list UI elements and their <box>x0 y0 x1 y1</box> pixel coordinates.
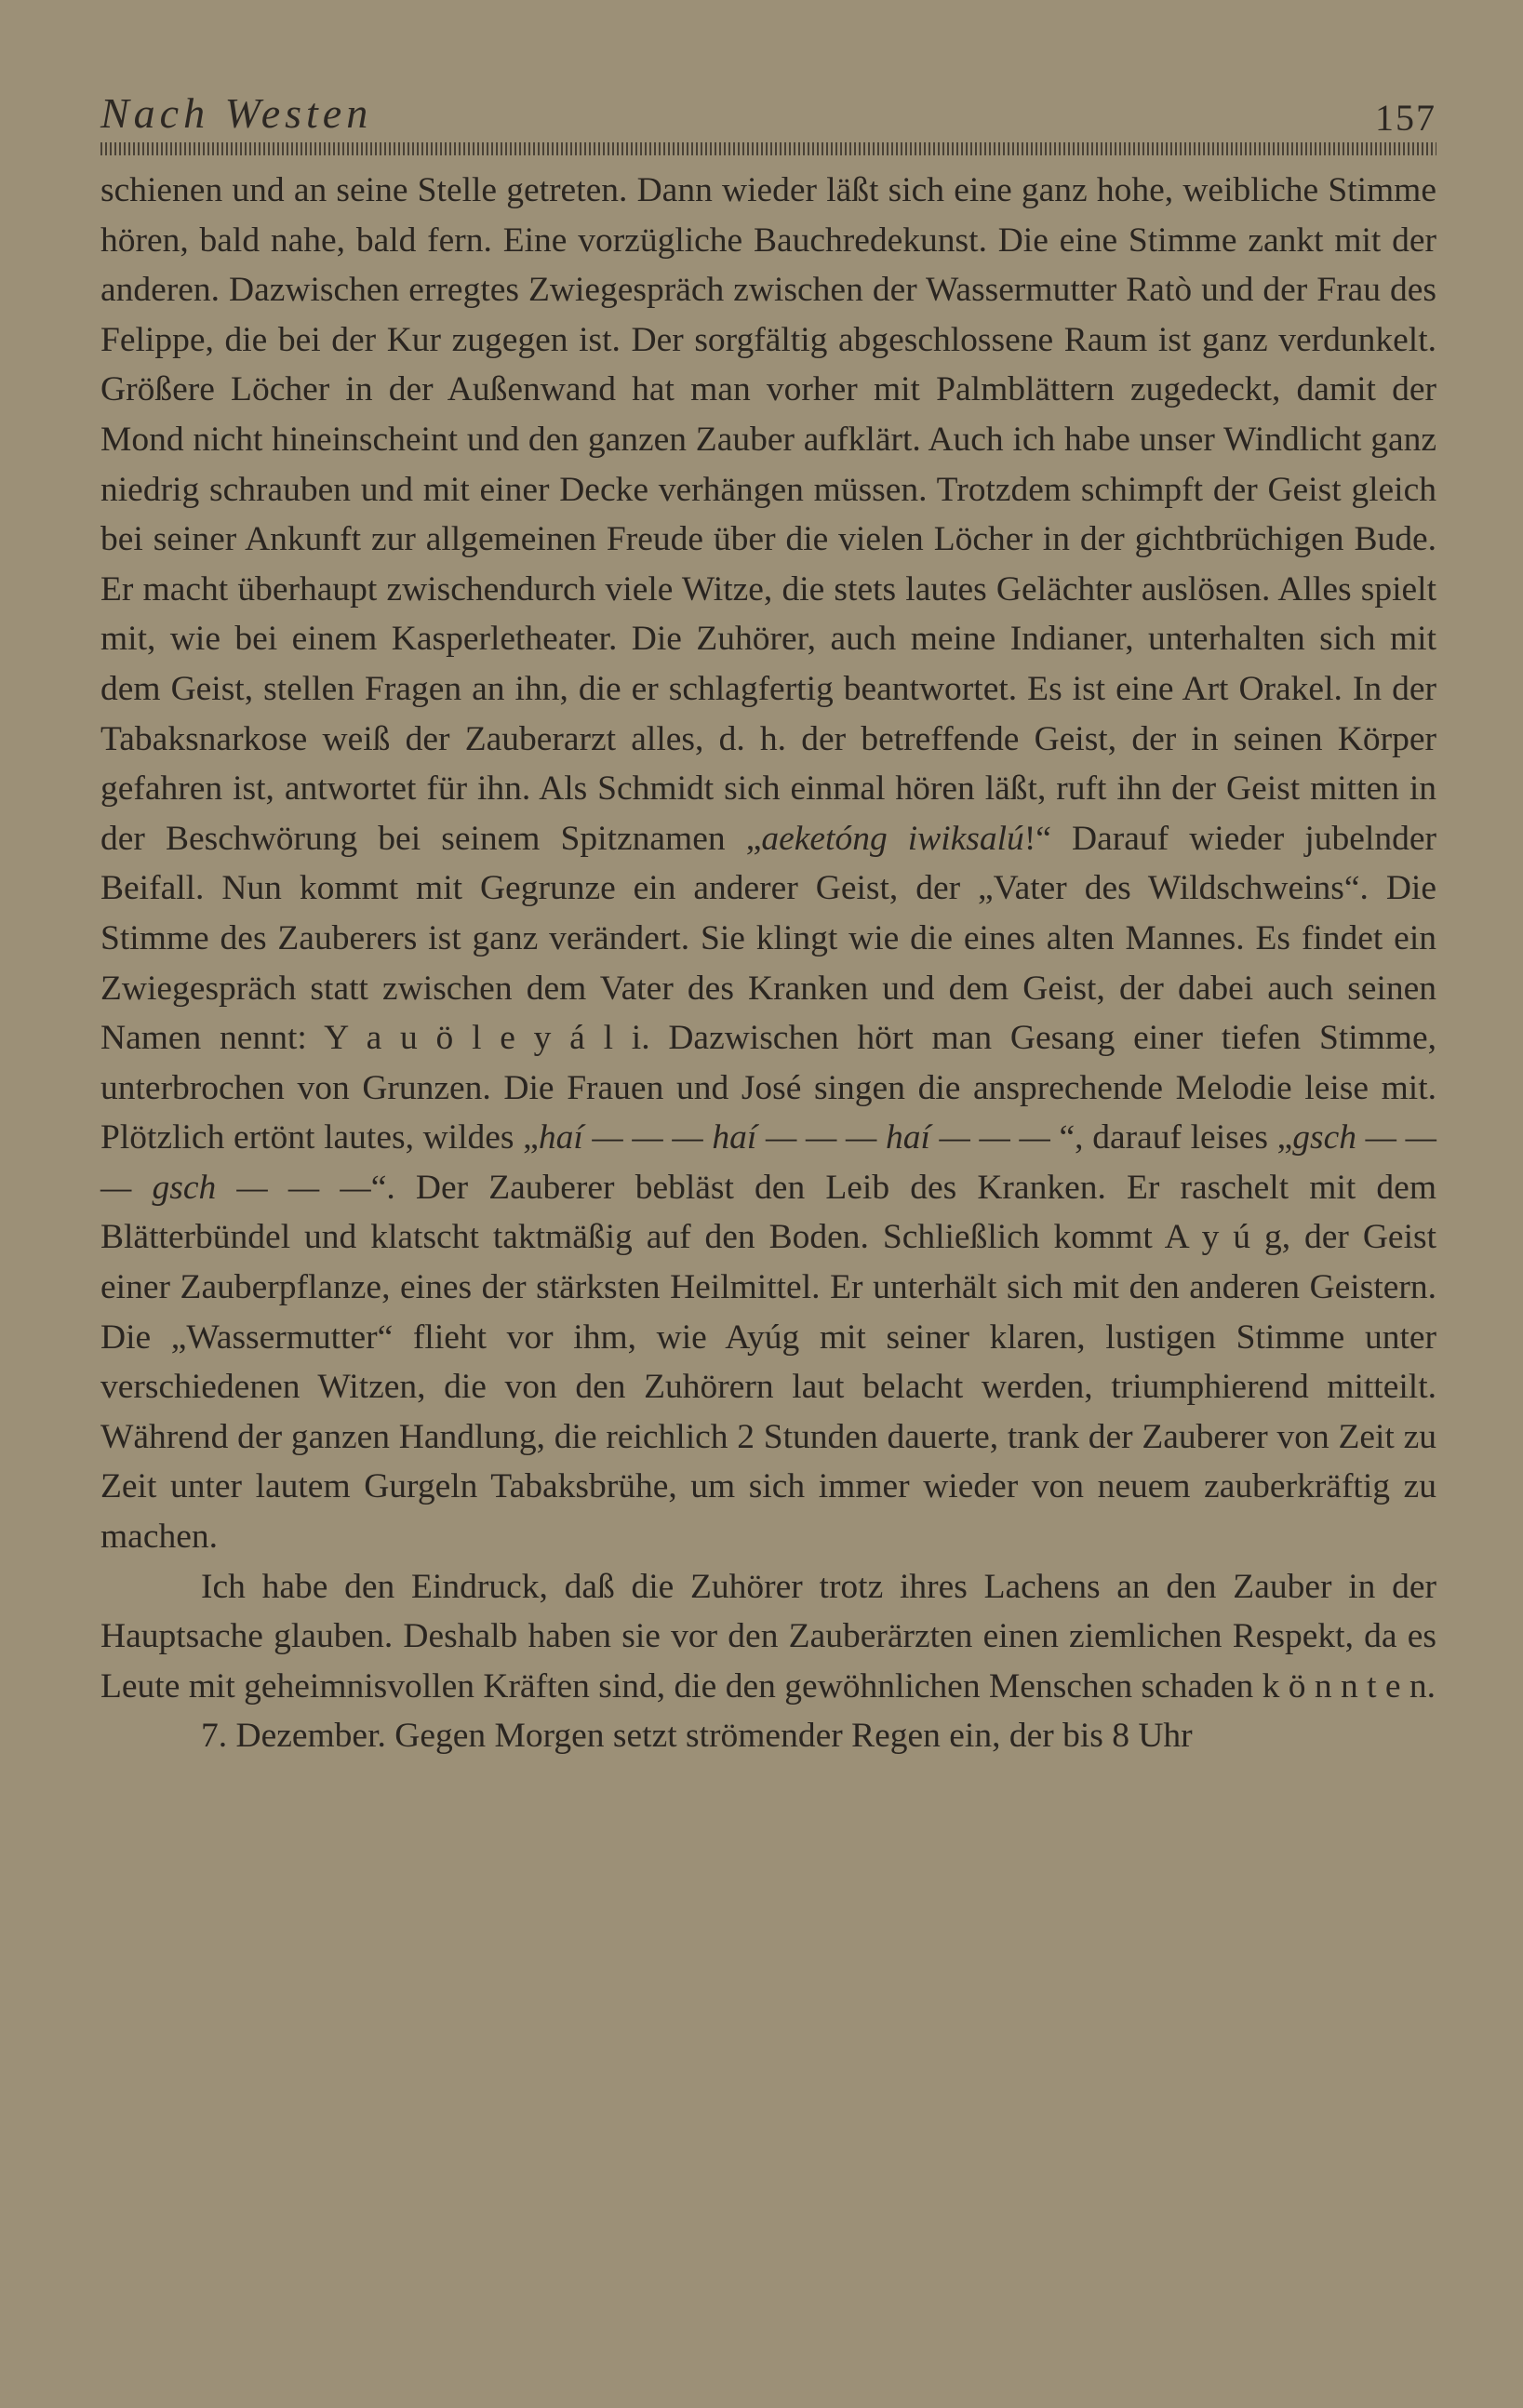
paragraph-1-text-d: “. Der Zauberer bebläst den Leib des Kranken. Er raschelt mit dem Blätterbündel und klatscht taktmäßig auf den Boden. Schließlich kommt A y ú g, der Geist einer Zauberpflanze, eines der stärksten Heilmittel. Er unterhält sich mit den anderen Geistern. Die „Wassermutter“ flieht vor ihm, wie Ayúg mit seiner klaren, lustigen Stimme unter verschiedenen Witzen, die von den Zuhörern laut belacht werden, triumphierend mitteilt. Während der ganzen Handlung, die reichlich 2 Stunden dauerte, trank der Zauberer von Zeit zu Zeit unter lautem Gurgeln Tabaksbrühe, um sich immer wieder von neuem zauberkräftig zu machen. <box>100 1168 1436 1557</box>
paragraph-1-text-a: schienen und an seine Stelle getreten. Dann wieder läßt sich eine ganz hohe, weibliche Stimme hören, bald nahe, bald fern. Eine vorzügliche Bauchredekunst. Die eine Stimme zankt mit der anderen. Dazwischen erregtes Zwiegespräch zwischen der Wassermutter Ratò und der Frau des Felippe, die bei der Kur zugegen ist. Der sorgfältig abgeschlossene Raum ist ganz verdunkelt. Größere Löcher in der Außenwand hat man vorher mit Palmblättern zugedeckt, damit der Mond nicht hineinscheint und den ganzen Zauber aufklärt. Auch ich habe unser Windlicht ganz niedrig schrauben und mit einer Decke verhängen müssen. Trotzdem schimpft der Geist gleich bei seiner Ankunft zur allgemeinen Freude über die vielen Löcher in der gichtbrüchigen Bude. Er macht überhaupt zwischendurch viele Witze, die stets lautes Gelächter auslösen. Alles spielt mit, wie bei einem Kasperletheater. Die Zuhörer, auch meine Indianer, unterhalten sich mit dem Geist, stellen Fragen an ihn, die er schlagfertig beantwortet. Es ist eine Art Orakel. In der Tabaksnarkose weiß der Zauberarzt alles, d. h. der betreffende Geist, der in seinen Körper gefahren ist, antwortet für ihn. Als Schmidt sich einmal hören läßt, ruft ihn der Geist mitten in der Beschwörung bei seinem Spitznamen „ <box>100 171 1436 858</box>
shout-text: haí — — — haí — — — haí — — — <box>538 1118 1050 1157</box>
page-number: 157 <box>1375 97 1436 139</box>
page-header <box>100 88 1436 144</box>
nickname-text: aeketóng iwiksalú <box>761 819 1024 858</box>
paragraph-1-text-b: !“ Darauf wieder jubelnder Beifall. Nun kommt mit Gegrunze ein anderer Geist, der „Vater des Wildschweins“. Die Stimme des Zauberers ist ganz verändert. Sie klingt wie die eines alten Mannes. Es findet ein Zwiegespräch statt zwischen dem Vater des Kranken und dem Geist, der dabei auch seinen Namen nennt: Y a u ö l e y á l i. Dazwischen hört man Gesang einer tiefen Stimme, unterbrochen von Grunzen. Die Frauen und José singen die ansprechende Melodie leise mit. Plötzlich ertönt lautes, wildes „ <box>100 819 1436 1157</box>
paragraph-1-text-c: “, darauf leises „ <box>1049 1118 1293 1157</box>
running-title: Nach Westen <box>100 89 373 137</box>
paragraph-1 <box>100 166 1436 1562</box>
paragraph-3: 7. Dezember. Gegen Morgen setzt strömender Regen ein, der bis 8 Uhr <box>201 1717 1193 1756</box>
paragraph-2: Ich habe den Eindruck, daß die Zuhörer trotz ihres Lachens an den Zauber in der Hauptsache glauben. Deshalb haben sie vor den Zauberärzten einen ziemlichen Respekt, da es Leute mit geheimnisvollen Kräften sind, die den gewöhnlichen Menschen schaden k ö n n t e n. <box>100 1567 1436 1706</box>
body-text <box>100 166 1436 1761</box>
whisper-text: gsch — — — gsch — — — <box>100 1118 1436 1207</box>
header-rule <box>100 142 1436 155</box>
